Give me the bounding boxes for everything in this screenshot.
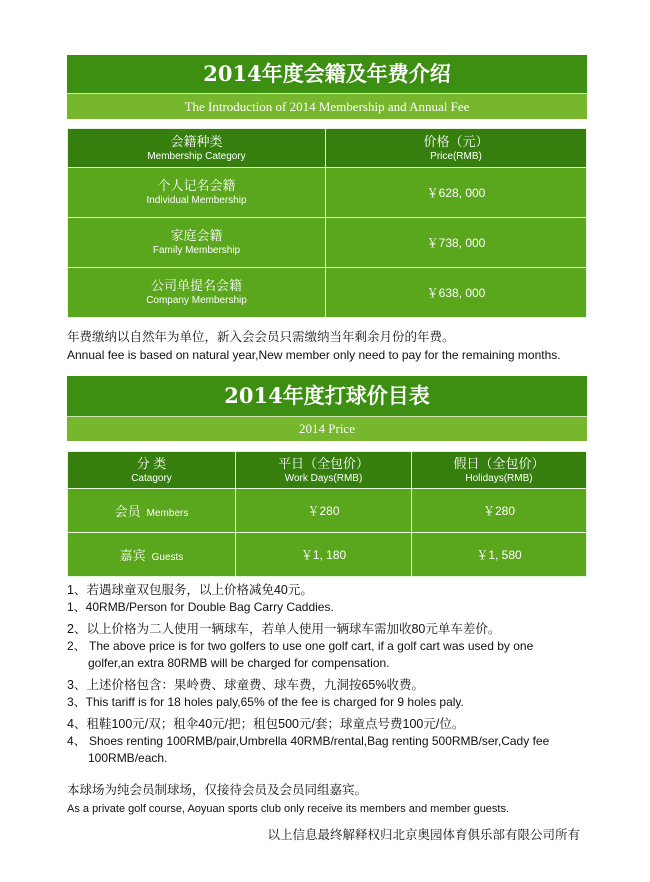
header-category [68, 452, 236, 489]
membership-title-en: The Introduction of 2014 Membership and Annual Fee [67, 93, 587, 119]
price-category [68, 489, 236, 533]
private-club-note-en: As a private golf course, Aoyuan sports club only receive its members and member guests. [67, 803, 510, 815]
header-holiday [412, 452, 587, 489]
note-cn: 2、以上价格为二人使用一辆球车，若单人使用一辆球车需加收80元单车差价。 [67, 622, 501, 636]
table-row [68, 489, 587, 533]
membership-name-en: Company Membership [146, 295, 247, 306]
annual-fee-note-en: Annual fee is based on natural year,New member only need to pay for the remaining months. [67, 348, 561, 362]
holiday-price: ￥280 [412, 489, 587, 533]
note-cn: 1、若遇球童双包服务，以上价格减免40元。 [67, 583, 313, 597]
copyright-footer: 以上信息最终解释权归北京奥园体育俱乐部有限公司所有 [267, 828, 580, 842]
note-cn: 3、上述价格包含：果岭费、球童费、球车费，九洞按65%收费。 [67, 678, 424, 692]
header-category [68, 129, 326, 168]
table-row [68, 218, 587, 268]
membership-table [67, 128, 587, 318]
membership-banner [67, 55, 587, 119]
header-price-en: Price(RMB) [430, 150, 482, 162]
table-row [68, 168, 587, 218]
note-en: 3、This tariff is for 18 holes paly,65% of the fee is charged for 9 holes paly. [67, 695, 464, 709]
membership-name [68, 168, 326, 218]
header-category-en: Catagory [131, 472, 172, 484]
header-workday-en: Work Days(RMB) [284, 472, 363, 484]
membership-name-en: Individual Membership [146, 195, 247, 206]
note-en: 1、40RMB/Person for Double Bag Carry Caddies. [67, 600, 334, 614]
note-en-continued: 100RMB/each. [88, 751, 168, 765]
header-price-cn: 价格（元） [423, 133, 489, 149]
membership-table-header [68, 129, 587, 168]
table-row [68, 268, 587, 318]
price-table [67, 451, 587, 577]
note-en-continued: golfer,an extra 80RMB will be charged for compensation. [88, 656, 390, 670]
membership-name [68, 268, 326, 318]
price-category-cn: 会员 [114, 503, 141, 519]
header-category-cn: 分 类 [136, 455, 167, 471]
membership-price: ￥738, 000 [326, 218, 587, 268]
private-club-note-cn: 本球场为纯会员制球场，仅接待会员及会员同组嘉宾。 [67, 783, 368, 797]
membership-price: ￥628, 000 [326, 168, 587, 218]
header-holiday-en: Holidays(RMB) [465, 472, 533, 484]
price-title-en: 2014 Price [67, 416, 587, 441]
header-category-cn: 会籍种类 [170, 133, 223, 149]
header-holiday-cn: 假日（全包价） [453, 455, 545, 471]
header-price [326, 129, 587, 168]
price-category-en: Members [146, 507, 189, 519]
price-banner [67, 376, 587, 441]
note-cn: 4、租鞋100元/双；租伞40元/把；租包500元/套；球童点号费100元/位。 [67, 717, 465, 731]
holiday-price: ￥1, 580 [412, 533, 587, 577]
membership-title-cn: 2014年度会籍及年费介绍 [203, 61, 451, 86]
price-category [68, 533, 236, 577]
price-category-en: Guests [151, 551, 184, 563]
workday-price: ￥280 [236, 489, 412, 533]
membership-price: ￥638, 000 [326, 268, 587, 318]
notes-list [67, 582, 637, 767]
header-workday-cn: 平日（全包价） [277, 455, 369, 471]
table-row [68, 533, 587, 577]
header-category-en: Membership Category [147, 150, 246, 162]
membership-name-cn: 个人记名会籍 [157, 178, 236, 193]
header-workday [236, 452, 412, 489]
membership-name-en: Family Membership [152, 245, 241, 256]
annual-fee-note-cn: 年费缴纳以自然年为单位，新入会会员只需缴纳当年剩余月份的年费。 [67, 330, 455, 344]
note-en: 4、 Shoes renting 100RMB/pair,Umbrella 40RMB/rental,Bag renting 500RMB/ser,Cady fee [67, 734, 550, 748]
price-table-header [68, 452, 587, 489]
price-title-cn: 2014年度打球价目表 [224, 383, 430, 408]
membership-name-cn: 公司单提名会籍 [150, 278, 242, 293]
membership-name-cn: 家庭会籍 [170, 228, 223, 243]
membership-name [68, 218, 326, 268]
workday-price: ￥1, 180 [236, 533, 412, 577]
note-en: 2、 The above price is for two golfers to use one golf cart, if a golf cart was used by one [67, 639, 534, 653]
price-category-cn: 嘉宾 [119, 547, 146, 563]
